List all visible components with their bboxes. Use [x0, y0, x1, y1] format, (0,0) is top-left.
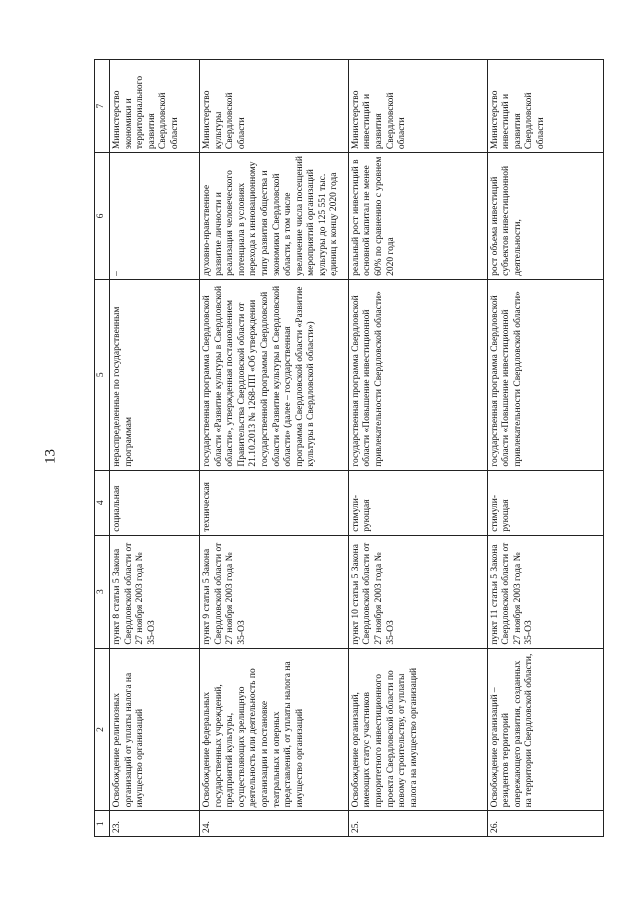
- legal-basis: пункт 8 статьи 5 Закона Свердловской области от 27 ноября 2003 года № 35-ОЗ: [110, 535, 200, 648]
- benefit-category: стимули-рующая: [487, 470, 603, 535]
- row-number: 23.: [110, 811, 200, 837]
- row-number: 25.: [348, 811, 487, 837]
- benefit-goal: духовно-нравственное развитие личности и реализация человеческого потенциала в условиях перехода к инновационному типу развития общества и экономики Свердловской области, в том числе увеличение числа посещений мероприятий организаций культуры до 125 551 тыс. единиц к концу 2020 года: [200, 153, 349, 280]
- state-program: нераспределенные по государственным программам: [110, 279, 200, 470]
- benefit-category: стимули-рующая: [348, 470, 487, 535]
- state-program: государственная программа Свердловской области «Развитие культуры в Свердловской области», утвержденная постановлением Правительства Свердловской области от 21.10.2013 № 1268-ПП «Об утверждении государственной программы Свердловской области «Развитие культуры в Свердловской области» (далее – государственная программа Свердловской области «Развитие культуры в Свердловской области»): [200, 279, 349, 470]
- curator: Министерство инвестиций и развития Свердловской области: [487, 60, 603, 153]
- row-number: 26.: [487, 811, 603, 837]
- column-header: 3: [95, 535, 110, 648]
- column-header: 1: [95, 811, 110, 837]
- state-program: государственная программа Свердловской области «Повышение инвестиционной привлекательности Свердловской области»: [487, 279, 603, 470]
- benefit-goal: реальный рост инвестиций в основной капитал не менее 60% по сравнению с уровнем 2020 года: [348, 153, 487, 280]
- column-header: 5: [95, 279, 110, 470]
- table-row: [487, 60, 603, 837]
- table-row: [348, 60, 487, 837]
- benefit-description: Освобождение организаций – резидентов территорий опережающего развития, созданных на территории Свердловской области,: [487, 648, 603, 811]
- legal-basis: пункт 9 статьи 5 Закона Свердловской области от 27 ноября 2003 года № 35-ОЗ: [200, 535, 349, 648]
- benefit-description: Освобождение федеральных государственных учреждений, предприятий культуры, осуществляющих зрелищную деятельность или деятельность по организации и постановке театральных и оперных представлений, от уплаты налога на имущество организаций: [200, 648, 349, 811]
- column-header: 6: [95, 153, 110, 280]
- header-row: [95, 60, 110, 837]
- curator: Министерство экономики и территориального развития Свердловской области: [110, 60, 200, 153]
- curator: Министерство культуры Свердловской области: [200, 60, 349, 153]
- column-header: 7: [95, 60, 110, 153]
- page-number: 13: [42, 449, 59, 464]
- table-row: [110, 60, 200, 837]
- legal-basis: пункт 11 статьи 5 Закона Свердловской области от 27 ноября 2003 года № 35-ОЗ: [487, 535, 603, 648]
- benefit-category: техническая: [200, 470, 349, 535]
- benefit-description: Освобождение религиозных организаций от уплаты налога на имущество организаций: [110, 648, 200, 811]
- benefit-goal: –: [110, 153, 200, 280]
- legal-basis: пункт 10 статьи 5 Закона Свердловской области от 27 ноября 2003 года № 35-ОЗ: [348, 535, 487, 648]
- column-header: 2: [95, 648, 110, 811]
- benefit-goal: рост объема инвестиций субъектов инвестиционной деятельности,: [487, 153, 603, 280]
- rotated-table-container: [94, 59, 604, 837]
- row-number: 24.: [200, 811, 349, 837]
- column-header: 4: [95, 470, 110, 535]
- tax-benefits-table: [94, 59, 604, 837]
- table-row: [200, 60, 349, 837]
- state-program: государственная программа Свердловской области «Повышение инвестиционной привлекательности Свердловской области»: [348, 279, 487, 470]
- benefit-description: Освобождение организаций, имеющих статус участников приоритетного инвестиционного проекта Свердловской области по новому строительству, от уплаты налога на имущество организаций: [348, 648, 487, 811]
- benefit-category: социальная: [110, 470, 200, 535]
- curator: Министерство инвестиций и развития Свердловской области: [348, 60, 487, 153]
